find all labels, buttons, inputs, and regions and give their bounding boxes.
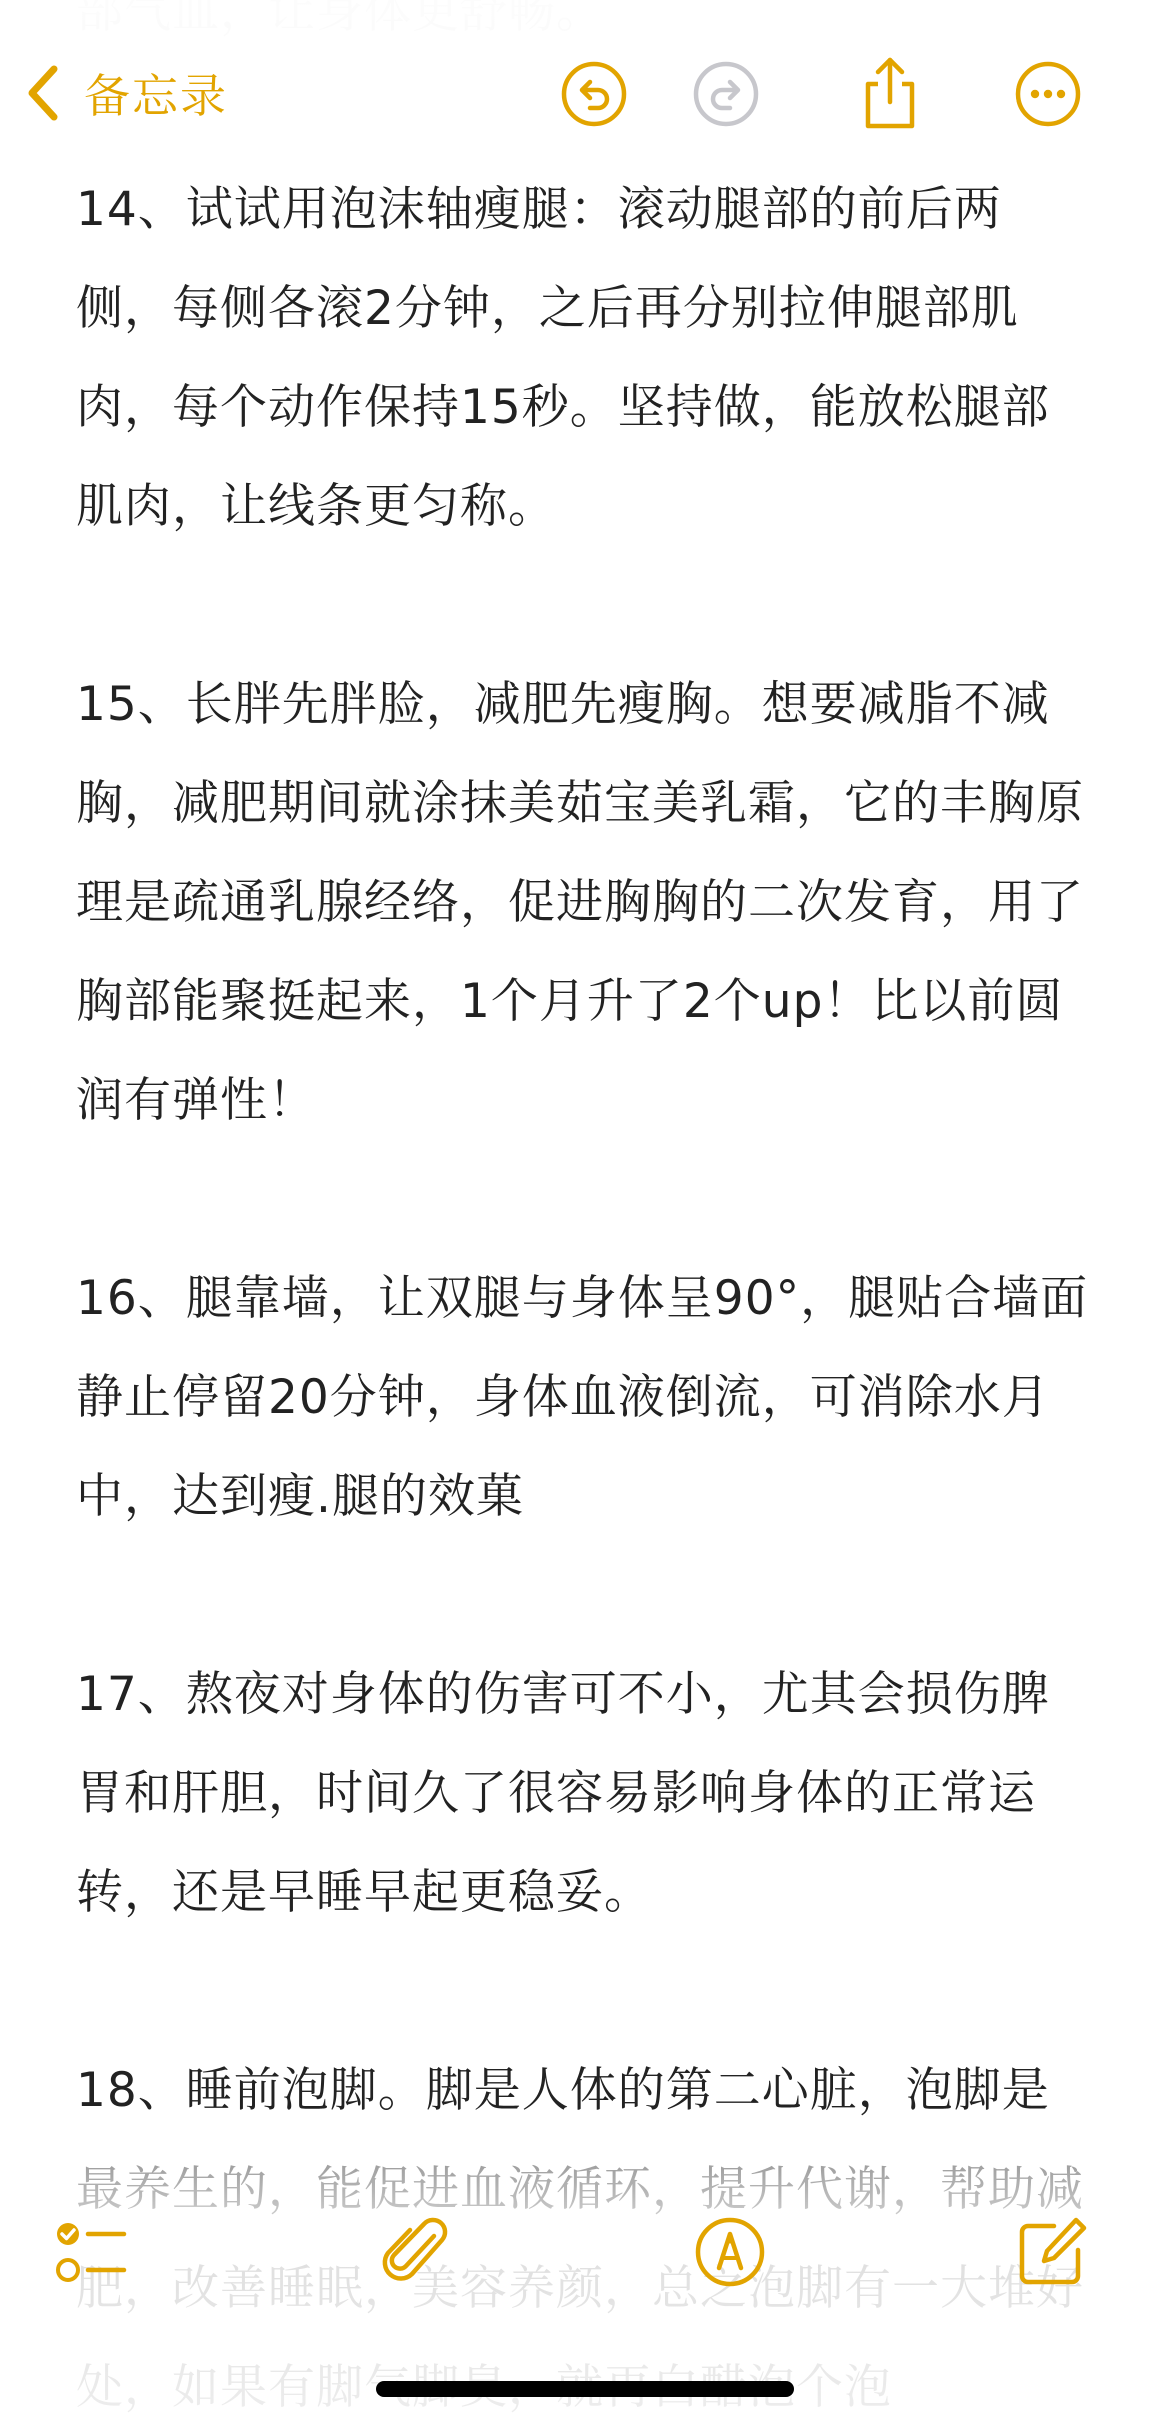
compose-icon[interactable] — [1014, 2214, 1090, 2290]
redo-icon[interactable] — [692, 60, 760, 128]
note-paragraph: 15、长胖先胖脸，减肥先瘦胸。想要减脂不减胸，减肥期间就涂抹美茹宝美乳霜，它的丰胸原理是疏通乳腺经络，促进胸胸的二次发育，用了胸部能聚挺起来，1个月升了2个up！比以前圆润有弹性！ — [76, 677, 1084, 1128]
markup-pen-icon[interactable] — [692, 2214, 768, 2290]
more-icon[interactable] — [1014, 60, 1082, 128]
back-button[interactable] — [24, 58, 228, 128]
note-paragraph: 14、试试用泡沫轴瘦腿：滚动腿部的前后两侧，每侧各滚2分钟，之后再分别拉伸腿部肌肉，每个动作保持15秒。坚持做，能放松腿部肌肉，让线条更匀称。 — [76, 182, 1050, 534]
note-paragraph: 16、腿靠墙，让双腿与身体呈90°，腿贴合墙面静止停留20分钟，身体血液倒流，可消除水月中，达到瘦.腿的效菓 — [76, 1271, 1089, 1524]
note-paragraph: 17、熬夜对身体的伤害可不小，尤其会损伤脾胃和肝胆，时间久了很容易影响身体的正常运转，还是早睡早起更稳妥。 — [76, 1667, 1050, 1920]
chevron-left-icon — [24, 63, 64, 123]
share-icon[interactable] — [856, 54, 924, 130]
paperclip-icon[interactable] — [380, 2214, 456, 2290]
back-label: 备忘录 — [84, 69, 228, 123]
home-indicator[interactable] — [376, 2381, 794, 2397]
note-paragraph: 18、睡前泡脚。脚是人体的第二心脏，泡脚是 — [76, 2063, 1050, 2118]
undo-icon[interactable] — [560, 60, 628, 128]
note-body[interactable] — [76, 0, 1096, 2421]
navigation-bar — [0, 0, 1170, 180]
checklist-icon[interactable] — [52, 2214, 128, 2290]
